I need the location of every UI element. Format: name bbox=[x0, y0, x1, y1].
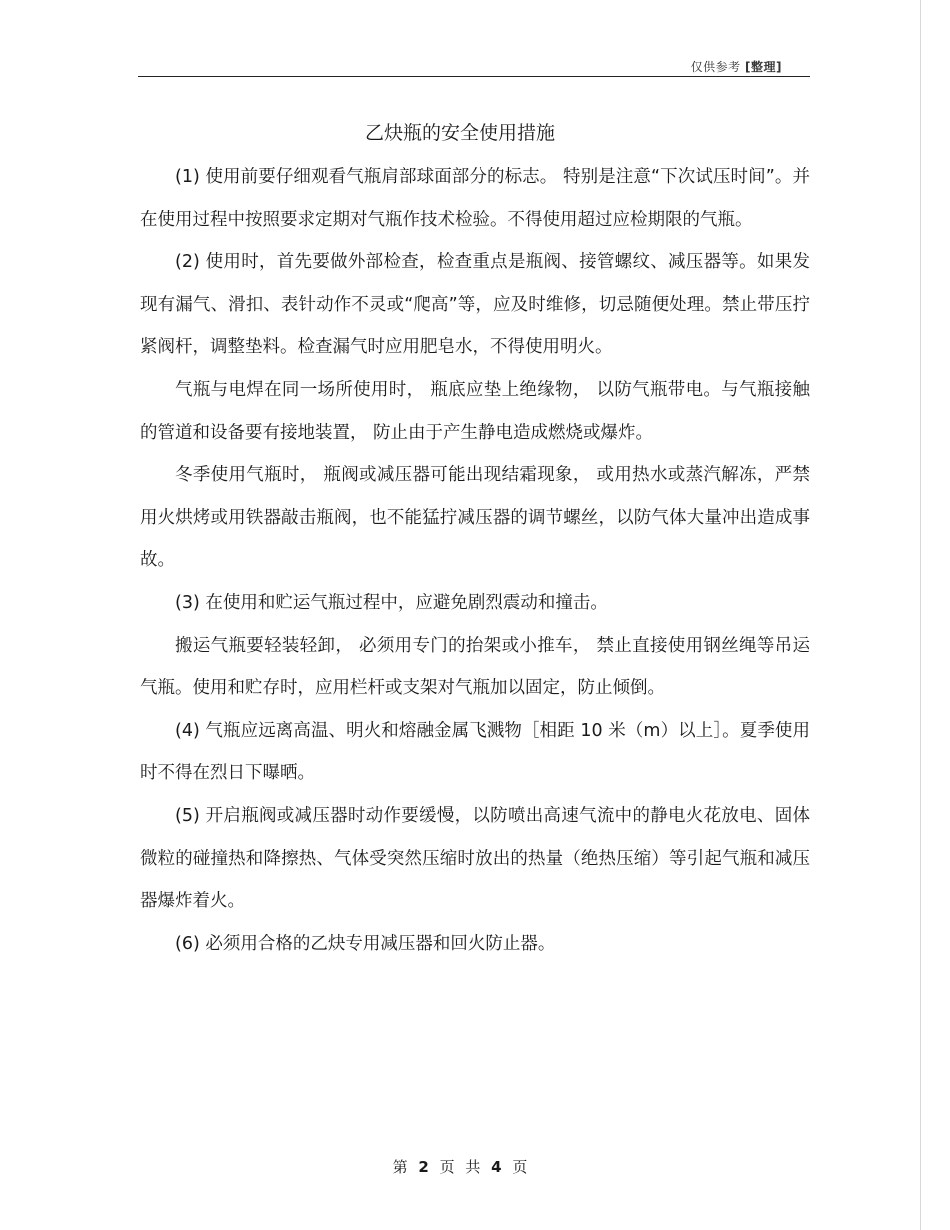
document-title: 乙炔瓶的安全使用措施 bbox=[364, 122, 555, 144]
paragraph-6: 搬运气瓶要轻装轻卸， 必须用专门的抬架或小推车， 禁止直接使用钢丝绳等吊运气瓶。使用和贮存时，应用栏杆或支架对气瓶加以固定，防止倾倒。 bbox=[140, 635, 810, 699]
paragraph-7: (4) 气瓶应远离高温、明火和熔融金属飞溅物［相距 10 米（m）以上］。夏季使用时不得在烈日下曝晒。 bbox=[140, 720, 810, 784]
header-tag-text: [整理] bbox=[745, 60, 782, 74]
paragraph-4: 冬季使用气瓶时， 瓶阀或减压器可能出现结霜现象， 或用热水或蒸汽解冻，严禁用火烘烤或用铁器敲击瓶阀，也不能猛拧减压器的调节螺丝，以防气体大量冲出造成事故。 bbox=[140, 465, 810, 571]
paragraph-9: (6) 必须用合格的乙炔专用减压器和回火防止器。 bbox=[175, 933, 556, 954]
paragraph-2: (2) 使用时，首先要做外部检查，检查重点是瓶阀、接管螺纹、减压器等。如果发现有漏气、滑扣、表针动作不灵或“爬高”等，应及时维修，切忌随便处理。禁止带压拧紧阀杆，调整垫料。检查漏气时应用肥皂水，不得使用明火。 bbox=[140, 252, 810, 358]
header-note bbox=[691, 58, 782, 75]
paragraph-8: (5) 开启瓶阀或减压器时动作要缓慢，以防喷出高速气流中的静电火花放电、固体微粒的碰撞热和降擦热、气体受突然压缩时放出的热量（绝热压缩）等引起气瓶和减压器爆炸着火。 bbox=[140, 805, 810, 912]
paragraph-1: (1) 使用前要仔细观看气瓶肩部球面部分的标志。 特别是注意“下次试压时间”。并在使用过程中按照要求定期对气瓶作技术检验。不得使用超过应检期限的气瓶。 bbox=[140, 167, 810, 230]
header-divider bbox=[138, 76, 810, 77]
document-body bbox=[140, 156, 810, 965]
footer-current-page: 2 bbox=[418, 1158, 429, 1176]
paragraph-5: (3) 在使用和贮运气瓶过程中，应避免剧烈震动和撞击。 bbox=[175, 592, 608, 613]
footer-prefix: 第 bbox=[392, 1158, 408, 1176]
footer-middle: 页 共 bbox=[439, 1158, 481, 1176]
footer-suffix: 页 bbox=[512, 1158, 528, 1176]
page-footer bbox=[0, 1156, 920, 1177]
footer-total-pages: 4 bbox=[491, 1158, 502, 1176]
paragraph-3: 气瓶与电焊在同一场所使用时， 瓶底应垫上绝缘物， 以防气瓶带电。与气瓶接触的管道和设备要有接地装置， 防止由于产生静电造成燃烧或爆炸。 bbox=[140, 379, 810, 443]
header-note-text: 仅供参考 bbox=[690, 60, 741, 74]
